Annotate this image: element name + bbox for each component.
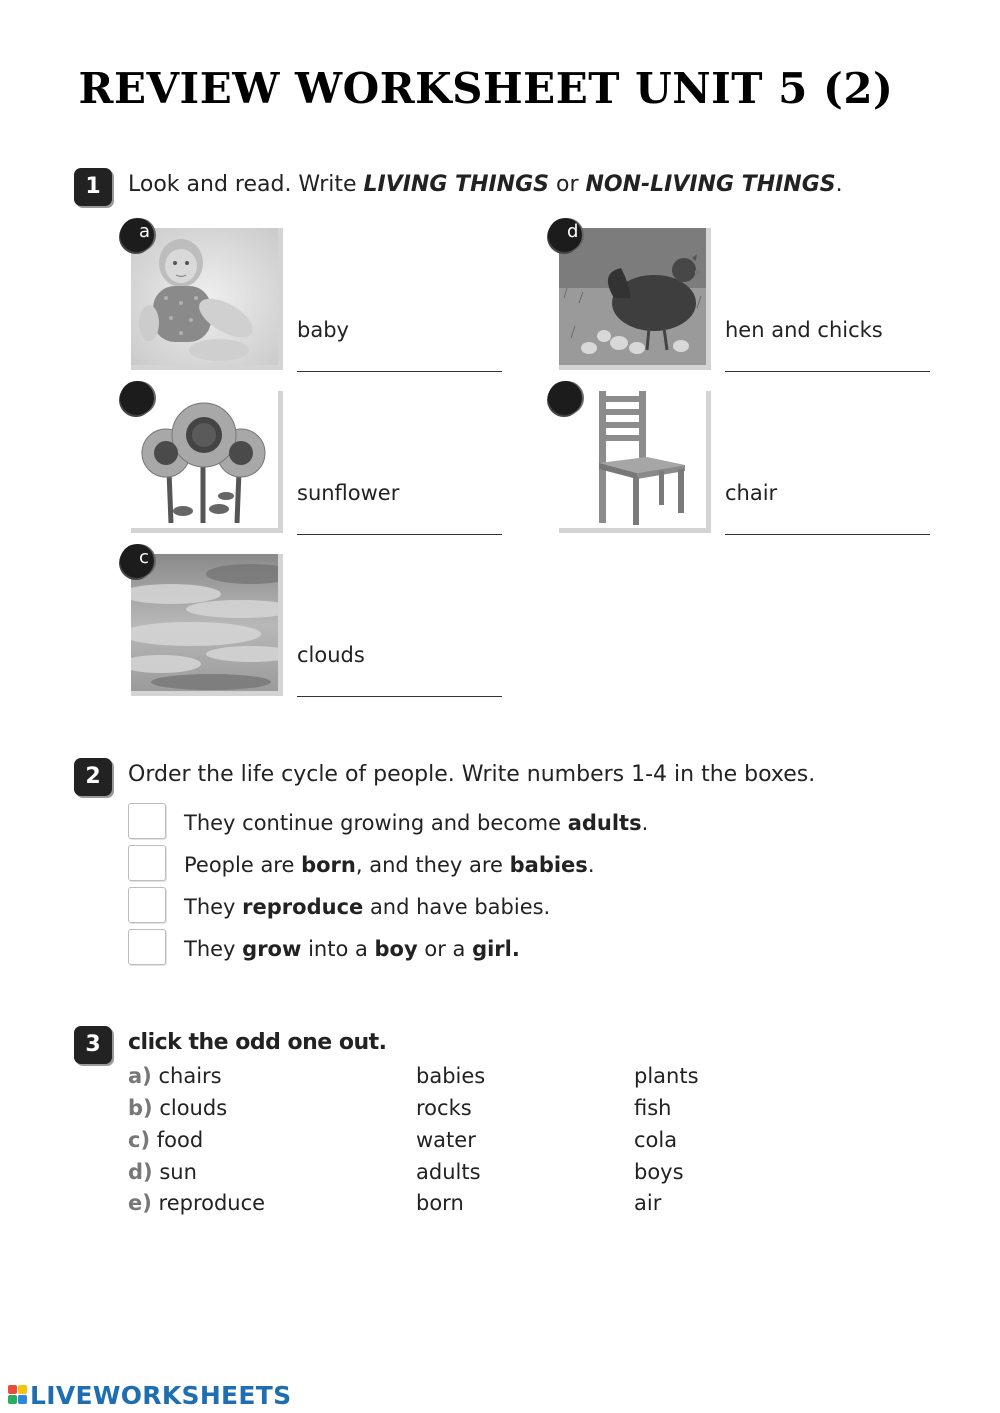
row-a-option-2[interactable]: babies xyxy=(416,1064,486,1088)
liveworksheets-logo-icon xyxy=(8,1385,28,1405)
order-box-3[interactable] xyxy=(128,887,166,923)
row-e-option-2[interactable]: born xyxy=(416,1191,464,1215)
row-c-option-3[interactable]: cola xyxy=(634,1128,678,1152)
item-c-answer-line xyxy=(297,696,502,697)
row-e-letter: e) xyxy=(128,1191,152,1215)
row-c-letter: c) xyxy=(128,1128,151,1152)
row-b-option-2[interactable]: rocks xyxy=(416,1096,472,1120)
item-sunflower-marker xyxy=(120,381,154,415)
item-c-marker: c xyxy=(120,544,154,578)
clouds-image xyxy=(131,554,283,696)
item-d-answer-line xyxy=(725,371,930,372)
item-a-answer-line xyxy=(297,371,502,372)
order-box-2[interactable] xyxy=(128,845,166,881)
row-d-option-2[interactable]: adults xyxy=(416,1160,481,1184)
item-d-word: hen and chicks xyxy=(725,318,883,342)
item-a-answer-input[interactable] xyxy=(297,337,502,371)
section-2-instruction: Order the life cycle of people. Write numbers 1-4 in the boxes. xyxy=(128,762,816,787)
baby-image xyxy=(131,228,283,370)
section-2-number: 2 xyxy=(74,758,112,796)
row-b-letter: b) xyxy=(128,1096,153,1120)
chair-image xyxy=(559,391,711,533)
sunflower-image xyxy=(131,391,283,533)
item-sunflower-answer-input[interactable] xyxy=(297,500,502,534)
section-1-instruction: Look and read. Write LIVING THINGS or NON-LIVING THINGS. xyxy=(128,172,843,197)
section-3-instruction: click the odd one out. xyxy=(128,1030,387,1055)
item-c-answer-input[interactable] xyxy=(297,662,502,696)
row-d-option-1[interactable]: d) sun xyxy=(128,1160,197,1184)
hen-image xyxy=(559,228,711,370)
item-c-word: clouds xyxy=(297,643,365,667)
item-a-word: baby xyxy=(297,318,349,342)
row-e-option-3[interactable]: air xyxy=(634,1191,662,1215)
item-chair-word: chair xyxy=(725,481,778,505)
row-a-option-3[interactable]: plants xyxy=(634,1064,699,1088)
row-b-option-1[interactable]: b) clouds xyxy=(128,1096,228,1120)
brand-name: LIVEWORKSHEETS xyxy=(30,1381,292,1410)
item-sunflower-word: sunflower xyxy=(297,481,400,505)
item-d-answer-input[interactable] xyxy=(725,337,930,371)
row-c-option-1[interactable]: c) food xyxy=(128,1128,204,1152)
statement-1: They continue growing and become adults. xyxy=(184,811,649,835)
row-a-letter: a) xyxy=(128,1064,152,1088)
section-1-number: 1 xyxy=(74,168,112,206)
item-d-marker: d xyxy=(548,218,582,252)
row-a-option-1[interactable]: a) chairs xyxy=(128,1064,222,1088)
item-a-marker: a xyxy=(120,218,154,252)
page-title: REVIEW WORKSHEET UNIT 5 (2) xyxy=(78,64,894,113)
statement-4: They grow into a boy or a girl. xyxy=(184,937,520,961)
order-box-4[interactable] xyxy=(128,929,166,965)
row-e-option-1[interactable]: e) reproduce xyxy=(128,1191,266,1215)
item-sunflower-answer-line xyxy=(297,534,502,535)
item-chair-marker xyxy=(548,381,582,415)
row-c-option-2[interactable]: water xyxy=(416,1128,476,1152)
statement-3: They reproduce and have babies. xyxy=(184,895,551,919)
row-d-option-3[interactable]: boys xyxy=(634,1160,684,1184)
order-box-1[interactable] xyxy=(128,803,166,839)
item-chair-answer-line xyxy=(725,534,930,535)
row-b-option-3[interactable]: fish xyxy=(634,1096,672,1120)
statement-2: People are born, and they are babies. xyxy=(184,853,595,877)
section-3-number: 3 xyxy=(74,1026,112,1064)
item-chair-answer-input[interactable] xyxy=(725,500,930,534)
row-d-letter: d) xyxy=(128,1160,153,1184)
